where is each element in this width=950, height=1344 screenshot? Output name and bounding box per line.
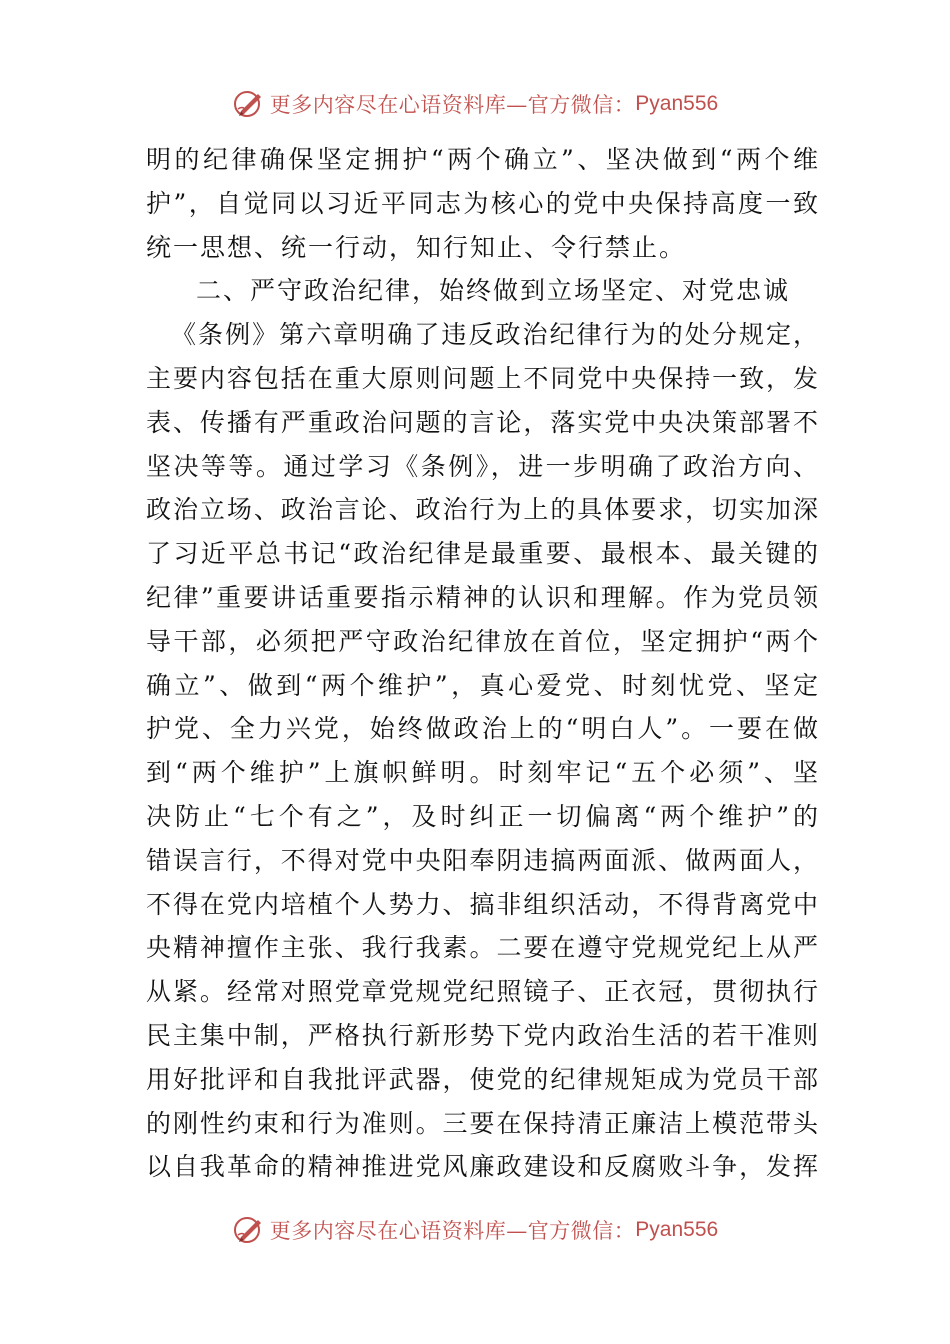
text-line: 统一思想、统一行动，知行知止、令行禁止。 [146, 232, 687, 262]
section-heading: 二、严守政治纪律，始终做到立场坚定、对党忠诚 [196, 276, 791, 306]
footer-watermark-banner [0, 1210, 950, 1250]
banner-text: 更多内容尽在心语资料库—官方微信： [269, 1219, 636, 1243]
text-line: 的刚性约束和行为准则。三要在保持清正廉洁上模范带头 [146, 1108, 818, 1138]
text-line: 了习近平总书记“政治纪律是最重要、最根本、最关键的 [146, 539, 818, 569]
text-line: 央精神擅作主张、我行我素。二要在遵守党规党纪上从严 [146, 933, 818, 963]
text-line: 到“两个维护”上旗帜鲜明。时刻牢记“五个必须”、坚 [146, 758, 818, 788]
pen-logo-icon [232, 1213, 266, 1247]
text-line: 导干部，必须把严守政治纪律放在首位，坚定拥护“两个 [146, 626, 818, 656]
text-line: 护”，自觉同以习近平同志为核心的党中央保持高度一致 [146, 188, 818, 218]
text-line: 错误言行，不得对党中央阳奉阴违搞两面派、做两面人， [146, 845, 818, 875]
wechat-id: Pyan556 [635, 92, 719, 115]
text-line: 主要内容包括在重大原则问题上不同党中央保持一致，发 [146, 363, 818, 393]
text-line: 以自我革命的精神推进党风廉政建设和反腐败斗争，发挥 [146, 1152, 818, 1182]
text-line: 决防止“七个有之”，及时纠正一切偏离“两个维护”的 [146, 801, 818, 831]
text-line: 《条例》第六章明确了违反政治纪律行为的处分规定， [171, 320, 818, 350]
wechat-id: Pyan556 [635, 1218, 719, 1241]
document-body [146, 138, 818, 1189]
text-line: 坚决等等。通过学习《条例》，进一步明确了政治方向、 [146, 451, 818, 481]
text-line: 民主集中制，严格执行新形势下党内政治生活的若干准则 [146, 1020, 818, 1050]
text-line: 政治立场、政治言论、政治行为上的具体要求，切实加深 [146, 495, 818, 525]
banner-text: 更多内容尽在心语资料库—官方微信： [269, 93, 636, 117]
text-line: 明的纪律确保坚定拥护“两个确立”、坚决做到“两个维 [146, 145, 818, 174]
header-watermark-banner [0, 84, 950, 124]
text-line: 表、传播有严重政治问题的言论，落实党中央决策部署不 [146, 407, 818, 437]
pen-logo-icon [232, 87, 266, 121]
text-line: 用好批评和自我批评武器，使党的纪律规矩成为党员干部 [146, 1064, 818, 1094]
text-line: 确立”、做到“两个维护”，真心爱党、时刻忧党、坚定 [146, 670, 818, 700]
text-line: 纪律”重要讲话重要指示精神的认识和理解。作为党员领 [146, 582, 818, 612]
text-line: 护党、全力兴党，始终做政治上的“明白人”。一要在做 [146, 714, 818, 744]
text-line: 从紧。经常对照党章党规党纪照镜子、正衣冠，贯彻执行 [146, 977, 818, 1007]
text-line: 不得在党内培植个人势力、搞非组织活动，不得背离党中 [146, 889, 818, 919]
